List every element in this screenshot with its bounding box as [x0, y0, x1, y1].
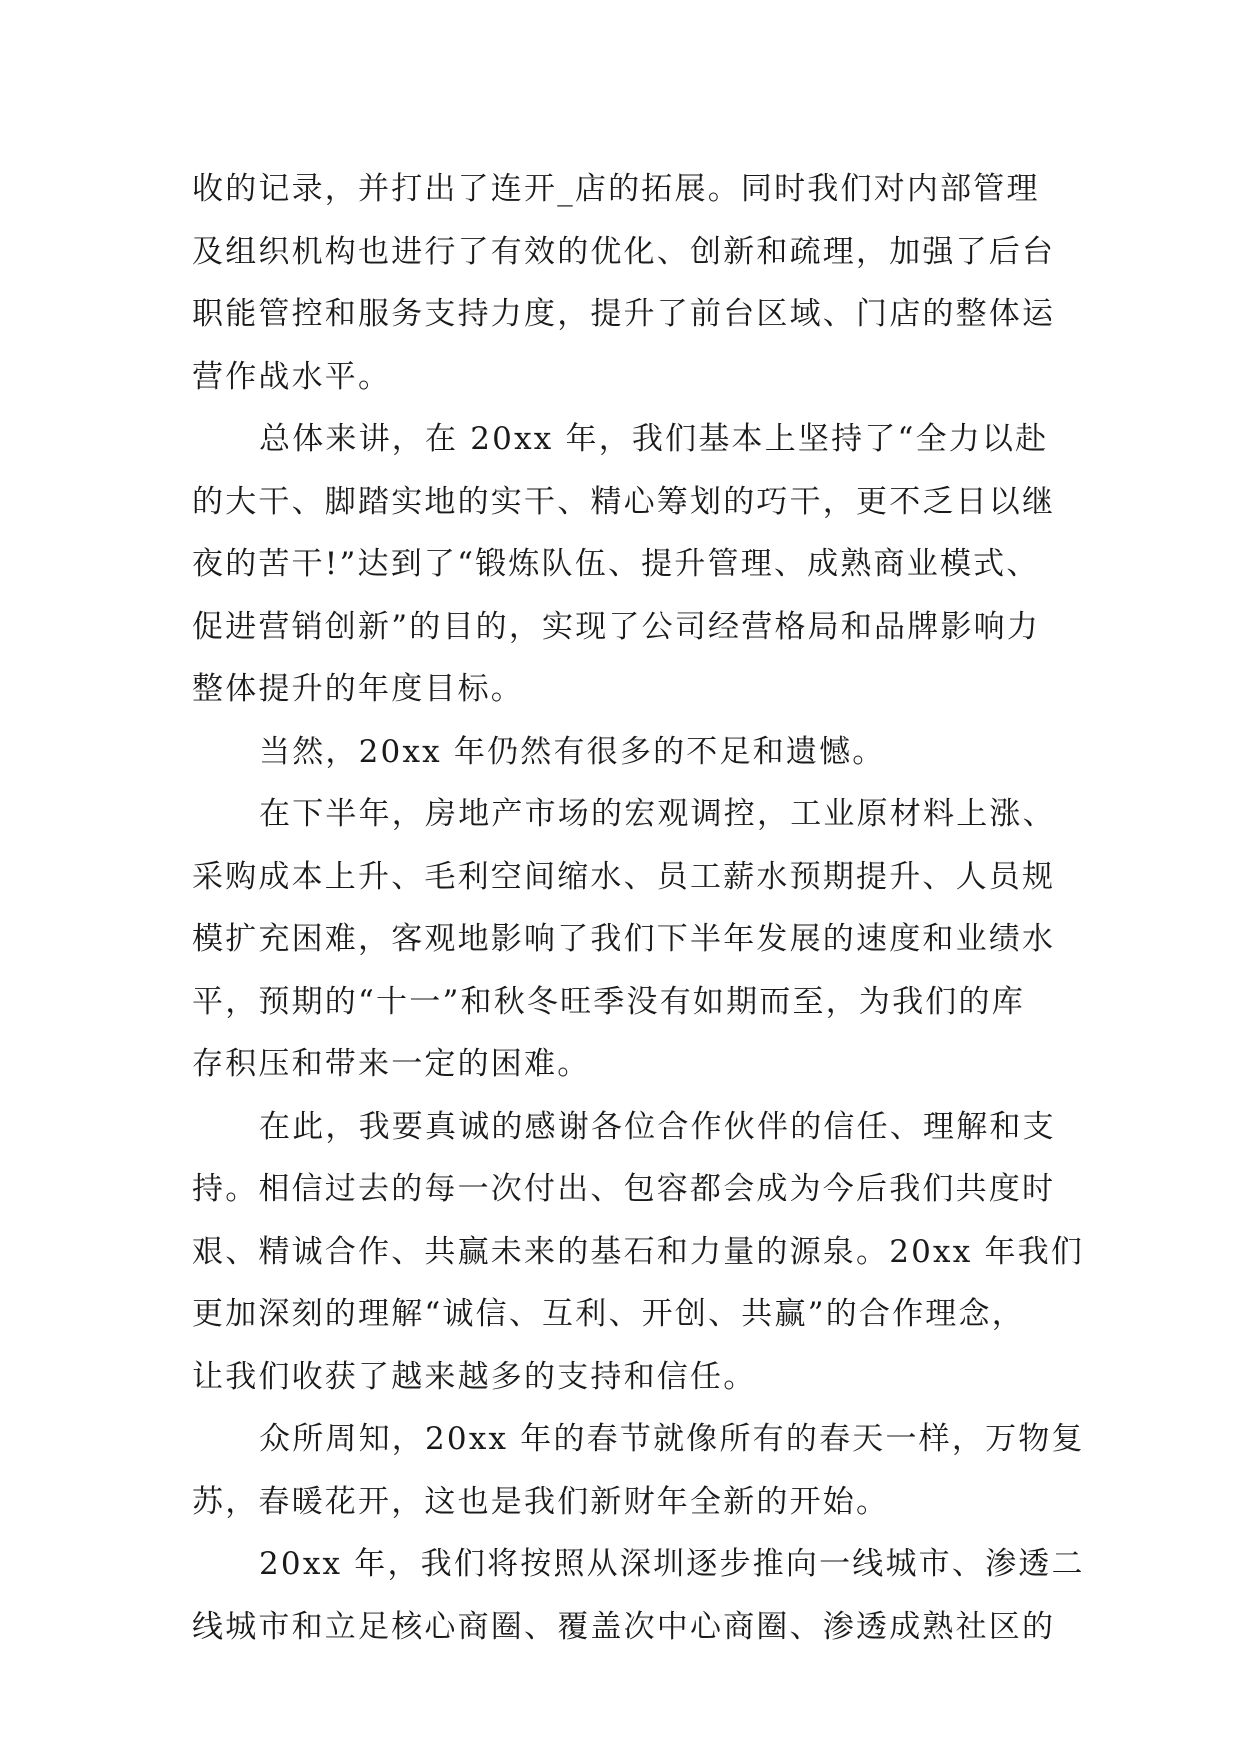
text-line: 及组织机构也进行了有效的优化、创新和疏理，加强了后台 — [192, 233, 1056, 270]
paragraph-first-line: 当然，20xx 年仍然有很多的不足和遗憾。 — [259, 733, 886, 770]
text-line: 更加深刻的理解“诚信、互利、开创、共赢”的合作理念， — [192, 1296, 1025, 1332]
paragraph-first-line: 20xx 年，我们将按照从深圳逐步推向一线城市、渗透二 — [259, 1546, 1085, 1582]
text-line: 平，预期的“十一”和秋冬旺季没有如期而至，为我们的库 — [192, 983, 1025, 1020]
text-line: 的大干、脚踏实地的实干、精心筹划的巧干，更不乏日以继 — [192, 483, 1056, 520]
text-line: 整体提升的年度目标。 — [192, 671, 524, 707]
text-line: 营作战水平。 — [192, 358, 392, 395]
text-line: 线城市和立足核心商圈、覆盖次中心商圈、渗透成熟社区的 — [192, 1608, 1056, 1645]
text-line: 模扩充困难，客观地影响了我们下半年发展的速度和业绩水 — [192, 921, 1056, 957]
paragraph-first-line: 在下半年，房地产市场的宏观调控，工业原材料上涨、 — [259, 796, 1056, 832]
text-line: 收的记录，并打出了连开_店的拓展。同时我们对内部管理 — [192, 171, 1040, 207]
text-line: 职能管控和服务支持力度，提升了前台区域、门店的整体运 — [192, 296, 1056, 332]
paragraph-first-line: 总体来讲，在 20xx 年，我们基本上坚持了“全力以赴 — [259, 421, 1049, 457]
text-line: 持。相信过去的每一次付出、包容都会成为今后我们共度时 — [192, 1171, 1056, 1207]
text-line: 夜的苦干!”达到了“锻炼队伍、提升管理、成熟商业模式、 — [192, 546, 1040, 582]
text-line: 促进营销创新”的目的，实现了公司经营格局和品牌影响力 — [192, 608, 1041, 645]
text-line: 采购成本上升、毛利空间缩水、员工薪水预期提升、人员规 — [192, 858, 1056, 895]
text-line: 苏，春暖花开，这也是我们新财年全新的开始。 — [192, 1483, 890, 1520]
paragraph-first-line: 在此，我要真诚的感谢各位合作伙伴的信任、理解和支 — [259, 1108, 1056, 1145]
paragraph-first-line: 众所周知，20xx 年的春节就像所有的春天一样，万物复 — [259, 1421, 1085, 1457]
text-line: 艰、精诚合作、共赢未来的基石和力量的源泉。20xx 年我们 — [192, 1233, 1085, 1270]
body-text — [192, 158, 1085, 1658]
text-line: 存积压和带来一定的困难。 — [192, 1046, 591, 1082]
text-line: 让我们收获了越来越多的支持和信任。 — [192, 1358, 757, 1395]
